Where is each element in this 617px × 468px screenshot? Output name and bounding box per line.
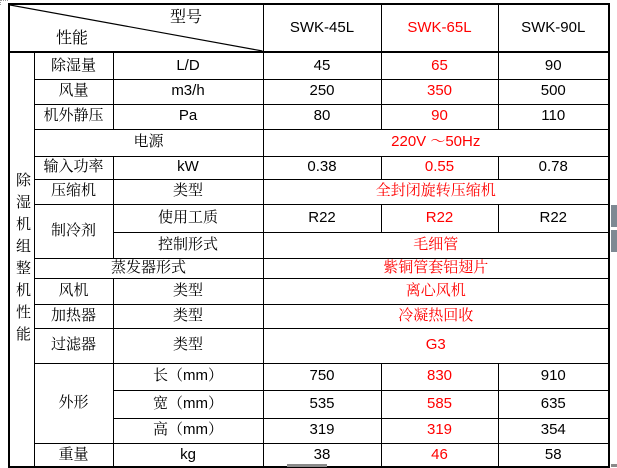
unit-cell: Pa (113, 104, 263, 129)
value-cell: 250 (263, 79, 381, 104)
side-category-label: 除湿机组整机性能 (14, 171, 31, 348)
table-row (9, 79, 609, 104)
row-label: 外形 (34, 363, 113, 443)
diagonal-bottom-label: 性能 (56, 30, 89, 48)
table-row (9, 204, 609, 232)
model-header-swk90l: SWK-90L (498, 4, 609, 52)
model-header-swk65l: SWK-65L (381, 4, 498, 52)
table-row (9, 104, 609, 129)
row-label: 机外静压 (34, 104, 113, 129)
row-label: 加热器 (34, 304, 113, 328)
unit-cell: 长（mm） (113, 363, 263, 390)
table-row (9, 179, 609, 204)
horizontal-scrollbar-thumb[interactable] (287, 464, 327, 467)
unit-cell: 类型 (113, 179, 263, 204)
unit-cell: 类型 (113, 328, 263, 363)
value-cell: 0.78 (498, 156, 609, 179)
value-cell: 110 (498, 104, 609, 129)
span-value-cell: G3 (263, 328, 609, 363)
value-cell: R22 (263, 204, 381, 232)
span-value-cell: 紫铜管套铝翅片 (263, 258, 609, 278)
row-label: 重量 (34, 443, 113, 467)
model-header-swk45l: SWK-45L (263, 4, 381, 52)
value-cell: 535 (263, 390, 381, 418)
diagonal-line (10, 5, 263, 51)
row-label: 蒸发器形式 (34, 258, 263, 278)
row-label: 风量 (34, 79, 113, 104)
spec-table (8, 3, 610, 468)
value-cell: 830 (381, 363, 498, 390)
row-label: 风机 (34, 278, 113, 304)
value-cell: 0.55 (381, 156, 498, 179)
table-row (9, 328, 609, 363)
value-cell: 0.38 (263, 156, 381, 179)
value-cell: 90 (381, 104, 498, 129)
value-cell: 750 (263, 363, 381, 390)
value-cell: 635 (498, 390, 609, 418)
table-row (9, 258, 609, 278)
unit-cell: 类型 (113, 304, 263, 328)
table-row (9, 278, 609, 304)
row-label: 电源 (34, 129, 263, 156)
table-row (9, 156, 609, 179)
value-cell: R22 (498, 204, 609, 232)
value-cell: 319 (381, 418, 498, 443)
span-value-cell: 离心风机 (263, 278, 609, 304)
span-value-cell: 全封闭旋转压缩机 (263, 179, 609, 204)
table-row (9, 304, 609, 328)
value-cell: 46 (381, 443, 498, 467)
table-row (9, 52, 609, 79)
diagonal-top-label: 型号 (170, 9, 203, 26)
unit-cell: 使用工质 (113, 204, 263, 232)
row-label: 过滤器 (34, 328, 113, 363)
row-label: 制冷剂 (34, 204, 113, 258)
row-label: 除湿量 (34, 52, 113, 79)
unit-cell: m3/h (113, 79, 263, 104)
span-value-cell: 冷凝热回收 (263, 304, 609, 328)
unit-cell: L/D (113, 52, 263, 79)
unit-cell: 宽（mm） (113, 390, 263, 418)
value-cell: 65 (381, 52, 498, 79)
side-category-cell (9, 52, 34, 467)
unit-cell: 控制形式 (113, 232, 263, 258)
value-cell: 38 (263, 443, 381, 467)
unit-cell: kg (113, 443, 263, 467)
value-cell: 910 (498, 363, 609, 390)
value-cell: 45 (263, 52, 381, 79)
row-label: 输入功率 (34, 156, 113, 179)
unit-cell: 类型 (113, 278, 263, 304)
scrollbar-corner (611, 464, 617, 467)
row-label: 压缩机 (34, 179, 113, 204)
vertical-scrollbar-thumb[interactable] (611, 205, 617, 227)
span-value-cell: 毛细管 (263, 232, 609, 258)
corner-artifact (0, 0, 8, 5)
table-row (9, 129, 609, 156)
value-cell: 319 (263, 418, 381, 443)
table-row (9, 363, 609, 390)
value-cell: 350 (381, 79, 498, 104)
diagonal-header-cell (9, 4, 263, 52)
value-cell: 500 (498, 79, 609, 104)
vertical-scrollbar-thumb[interactable] (611, 230, 617, 252)
value-cell: 354 (498, 418, 609, 443)
value-cell: 90 (498, 52, 609, 79)
value-cell: R22 (381, 204, 498, 232)
value-cell: 58 (498, 443, 609, 467)
unit-cell: 高（mm） (113, 418, 263, 443)
span-value-cell: 220V ～50Hz (263, 129, 609, 156)
value-cell: 585 (381, 390, 498, 418)
value-cell: 80 (263, 104, 381, 129)
unit-cell: kW (113, 156, 263, 179)
header-row (9, 4, 609, 52)
